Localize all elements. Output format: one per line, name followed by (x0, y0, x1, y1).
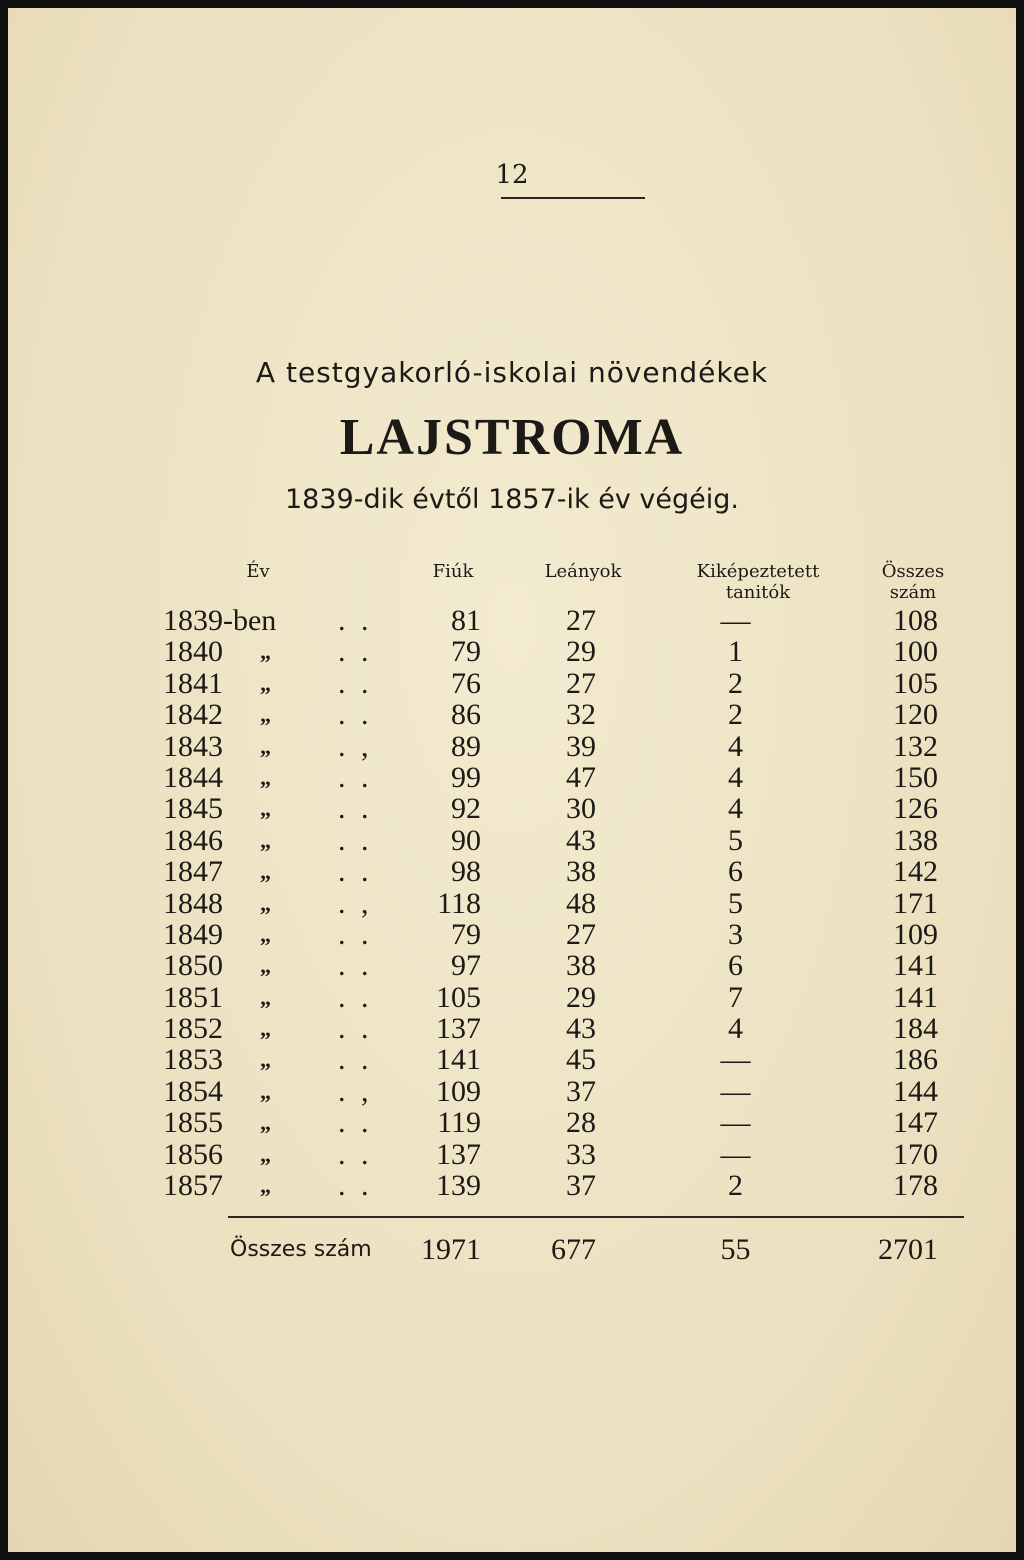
row-girls: 37 (566, 1169, 596, 1203)
row-trained: — (720, 1043, 751, 1077)
row-girls: 27 (566, 604, 596, 637)
register-table-body (8, 605, 1016, 1201)
row-boys: 89 (451, 729, 481, 763)
table-row (8, 982, 1016, 1013)
row-trained: 4 (728, 760, 743, 794)
row-ditto-mark: „ (260, 984, 271, 1010)
row-ditto-mark: „ (260, 670, 271, 696)
totals-total: 2701 (878, 1233, 938, 1266)
row-leader-dots: . . (338, 760, 373, 794)
row-ditto-mark: „ (260, 1141, 271, 1167)
row-trained: 6 (728, 855, 743, 889)
row-total: 141 (893, 980, 938, 1014)
row-year: 1845 (163, 792, 223, 826)
row-total: 105 (893, 666, 938, 700)
table-row (8, 825, 1016, 856)
table-row (8, 1013, 1016, 1044)
row-leader-dots: . . (338, 1043, 373, 1077)
row-girls: 29 (566, 635, 596, 669)
row-boys: 119 (437, 1106, 481, 1140)
row-year: 1850 (163, 949, 223, 983)
row-total: 109 (893, 917, 938, 951)
row-trained: — (720, 1106, 751, 1140)
row-girls: 47 (566, 760, 596, 794)
row-boys: 98 (451, 855, 481, 889)
row-year: 1849 (163, 917, 223, 951)
column-header-boys: Fiúk (432, 561, 474, 582)
row-total: 100 (893, 635, 938, 669)
table-row (8, 793, 1016, 824)
table-row (8, 1107, 1016, 1138)
row-boys: 118 (437, 886, 481, 920)
table-row (8, 919, 1016, 950)
row-girls: 48 (566, 886, 596, 920)
row-total: 170 (893, 1137, 938, 1171)
column-header-year: Év (246, 561, 270, 582)
row-ditto-mark: „ (260, 1110, 271, 1136)
table-row (8, 636, 1016, 667)
row-leader-dots: . . (338, 604, 373, 637)
column-header-girls: Leányok (544, 561, 622, 582)
row-year: 1852 (163, 1012, 223, 1046)
row-trained: 6 (728, 949, 743, 983)
row-girls: 27 (566, 666, 596, 700)
row-girls: 29 (566, 980, 596, 1014)
row-leader-dots: . . (338, 980, 373, 1014)
row-boys: 137 (436, 1012, 481, 1046)
row-leader-dots: . . (338, 635, 373, 669)
table-row (8, 888, 1016, 919)
row-ditto-mark: „ (260, 1173, 271, 1199)
row-girls: 30 (566, 792, 596, 826)
row-girls: 43 (566, 1012, 596, 1046)
table-row (8, 950, 1016, 981)
row-ditto-mark: „ (260, 890, 271, 916)
row-trained: 5 (728, 886, 743, 920)
row-boys: 79 (451, 635, 481, 669)
row-leader-dots: . . (338, 855, 373, 889)
page-number-underline (501, 197, 645, 199)
document-title: LAJSTROMA (339, 409, 685, 466)
row-total: 138 (893, 823, 938, 857)
row-trained: 4 (728, 729, 743, 763)
row-ditto-mark: „ (260, 1078, 271, 1104)
row-leader-dots: . . (338, 666, 373, 700)
row-total: 108 (893, 604, 938, 637)
row-ditto-mark: „ (260, 702, 271, 728)
row-leader-dots: . . (338, 949, 373, 983)
column-header-trained-line1: Kiképeztetett (696, 561, 820, 582)
row-ditto-mark: „ (260, 827, 271, 853)
row-trained: 2 (728, 666, 743, 700)
row-total: 144 (893, 1074, 938, 1108)
row-leader-dots: . . (338, 1169, 373, 1203)
row-total: 150 (893, 760, 938, 794)
row-leader-dots: . . (338, 1012, 373, 1046)
row-leader-dots: . . (338, 1106, 373, 1140)
totals-row (8, 1233, 1016, 1273)
row-trained: — (720, 1137, 751, 1171)
row-girls: 27 (566, 917, 596, 951)
row-year: 1843 (163, 729, 223, 763)
table-row (8, 1076, 1016, 1107)
row-total: 141 (893, 949, 938, 983)
row-ditto-mark: „ (260, 733, 271, 759)
row-year: 1855 (163, 1106, 223, 1140)
row-ditto-mark: „ (260, 921, 271, 947)
row-girls: 39 (566, 729, 596, 763)
row-boys: 76 (451, 666, 481, 700)
table-row (8, 699, 1016, 730)
row-girls: 38 (566, 949, 596, 983)
row-leader-dots: . , (338, 729, 373, 763)
row-trained: 4 (728, 1012, 743, 1046)
totals-boys: 1971 (421, 1233, 481, 1266)
table-row (8, 762, 1016, 793)
row-trained: 5 (728, 823, 743, 857)
column-header-trained (668, 561, 848, 603)
row-year: 1846 (163, 823, 223, 857)
row-year: 1848 (163, 886, 223, 920)
row-trained: — (720, 604, 751, 637)
row-year: 1857 (163, 1169, 223, 1203)
row-year: 1842 (163, 698, 223, 732)
row-girls: 45 (566, 1043, 596, 1077)
row-year: 1853 (163, 1043, 223, 1077)
row-boys: 86 (451, 698, 481, 732)
row-total: 147 (893, 1106, 938, 1140)
row-year: 1841 (163, 666, 223, 700)
row-year: 1854 (163, 1074, 223, 1108)
document-subtitle: 1839-dik évtől 1857-ik év végéig. (284, 484, 739, 515)
row-trained: 1 (728, 635, 743, 669)
row-girls: 32 (566, 698, 596, 732)
row-boys: 99 (451, 760, 481, 794)
row-leader-dots: . , (338, 1074, 373, 1108)
row-girls: 33 (566, 1137, 596, 1171)
row-boys: 141 (436, 1043, 481, 1077)
column-header-trained-line2: tanitók (725, 582, 791, 603)
row-trained: 2 (728, 698, 743, 732)
table-row (8, 856, 1016, 887)
row-trained: 3 (728, 917, 743, 951)
row-leader-dots: . . (338, 698, 373, 732)
row-boys: 79 (451, 917, 481, 951)
row-total: 186 (893, 1043, 938, 1077)
row-year: 1851 (163, 980, 223, 1014)
row-year: 1839-ben (163, 604, 277, 637)
row-ditto-mark: „ (260, 953, 271, 979)
row-ditto-mark: „ (260, 796, 271, 822)
row-girls: 37 (566, 1074, 596, 1108)
column-header-total-line2: szám (889, 582, 937, 603)
row-leader-dots: . . (338, 823, 373, 857)
totals-label: Összes szám (230, 1237, 372, 1262)
row-boys: 92 (451, 792, 481, 826)
row-trained: — (720, 1074, 751, 1108)
row-total: 142 (893, 855, 938, 889)
row-total: 132 (893, 729, 938, 763)
column-header-total (868, 561, 958, 603)
row-girls: 38 (566, 855, 596, 889)
row-leader-dots: . . (338, 792, 373, 826)
row-trained: 7 (728, 980, 743, 1014)
row-total: 184 (893, 1012, 938, 1046)
table-row (8, 1170, 1016, 1201)
row-girls: 28 (566, 1106, 596, 1140)
page-number: 12 (495, 160, 529, 190)
row-year: 1847 (163, 855, 223, 889)
column-header-total-line1: Összes (881, 561, 945, 582)
row-total: 178 (893, 1169, 938, 1203)
table-row (8, 731, 1016, 762)
row-trained: 2 (728, 1169, 743, 1203)
row-ditto-mark: „ (260, 639, 271, 665)
table-row (8, 668, 1016, 699)
totals-trained: 55 (720, 1233, 751, 1266)
row-leader-dots: . , (338, 886, 373, 920)
row-ditto-mark: „ (260, 859, 271, 885)
row-total: 171 (893, 886, 938, 920)
row-boys: 137 (436, 1137, 481, 1171)
row-total: 120 (893, 698, 938, 732)
row-year: 1840 (163, 635, 223, 669)
row-boys: 97 (451, 949, 481, 983)
row-leader-dots: . . (338, 1137, 373, 1171)
row-boys: 139 (436, 1169, 481, 1203)
table-row (8, 1139, 1016, 1170)
document-heading: A testgyakorló-iskolai növendékek (255, 356, 769, 389)
table-row (8, 1044, 1016, 1075)
row-year: 1844 (163, 760, 223, 794)
row-boys: 105 (436, 980, 481, 1014)
row-boys: 81 (451, 604, 481, 637)
table-row (8, 605, 1016, 636)
document-page (8, 8, 1016, 1552)
row-ditto-mark: „ (260, 1047, 271, 1073)
row-boys: 109 (436, 1074, 481, 1108)
row-ditto-mark: „ (260, 1016, 271, 1042)
row-leader-dots: . . (338, 917, 373, 951)
row-year: 1856 (163, 1137, 223, 1171)
row-boys: 90 (451, 823, 481, 857)
row-ditto-mark: „ (260, 764, 271, 790)
row-total: 126 (893, 792, 938, 826)
row-girls: 43 (566, 823, 596, 857)
totals-rule (228, 1216, 964, 1218)
totals-girls: 677 (551, 1233, 596, 1266)
row-trained: 4 (728, 792, 743, 826)
